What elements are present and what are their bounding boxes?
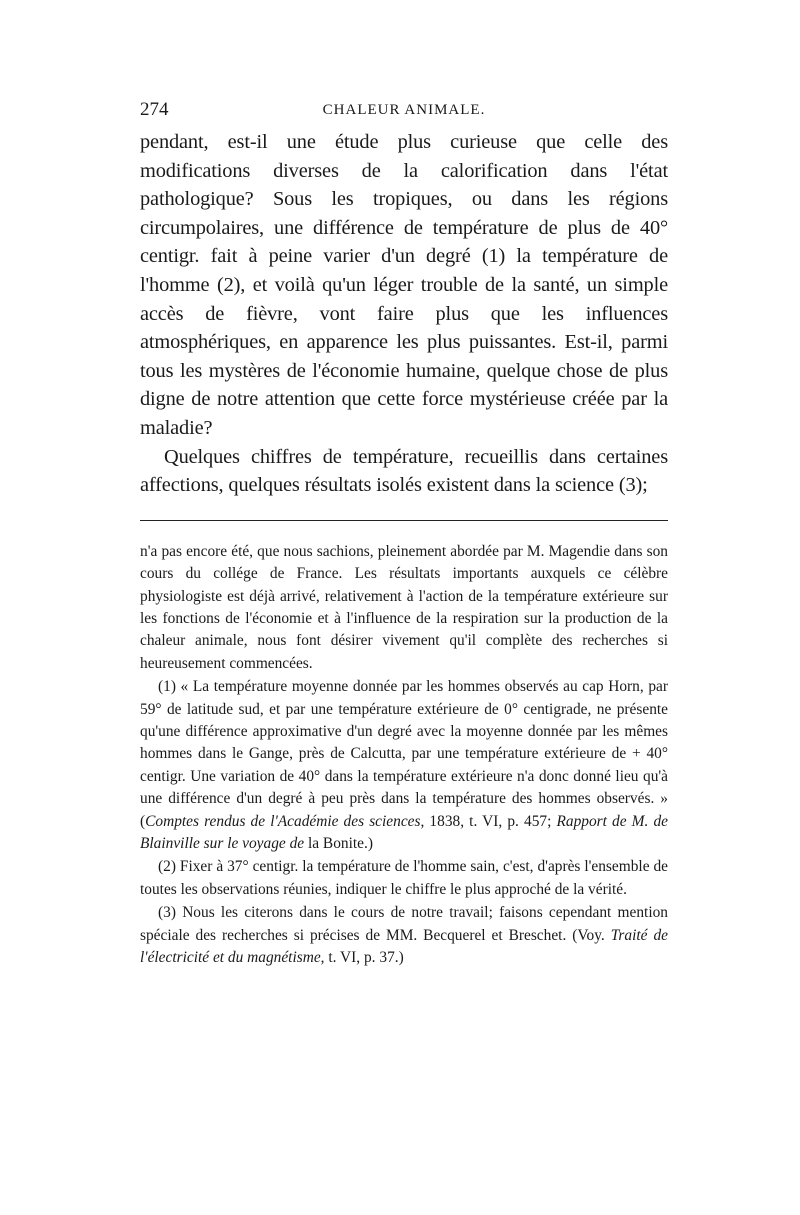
- footnotes: [140, 541, 668, 970]
- footnote-1-ref2-tail: la Bonite.): [304, 835, 373, 852]
- footnote-1-ref1: Comptes rendus de l'Académie des sciences: [145, 812, 421, 830]
- footnote-1-ref2: Rapport de M. de Blainville sur le voyage de: [140, 812, 668, 852]
- footnote-1: [140, 676, 668, 855]
- footnote-1-text: (1) « La température moyenne donnée par les hommes observés au cap Horn, par 59° de latitude sud, et par une température extérieure de 0° centigrade, ne présente qu'une différence approximative d'un degré avec la moyenne donnée par les mêmes hommes dans le Gange, près de Calcutta, par une température extérieure de + 40° centigr. Une variation de 40° dans la température extérieure n'a donc donné lieu qu'à une différence d'un degré à peu près dans la température des hommes observés. » (: [140, 678, 668, 830]
- footnote-3-ref: Traité de l'électricité et du magnétisme: [140, 926, 668, 967]
- footnote-3: [140, 902, 668, 969]
- footnote-3-text: (3) Nous les citerons dans le cours de notre travail; faisons cependant mention spéciale des recherches si précises de MM. Becquerel et Breschet. (Voy.: [140, 904, 668, 944]
- running-title: CHALEUR ANIMALE.: [322, 102, 486, 118]
- main-text: [140, 128, 668, 500]
- footnote-separator: [140, 520, 668, 521]
- page-number: 274: [140, 99, 169, 120]
- main-paragraph: Quelques chiffres de température, recueillis dans certaines affections, quelques résultats isolés existent dans la science (3);: [140, 445, 668, 497]
- main-paragraph: pendant, est-il une étude plus curieuse que celle des modifications diverses de la calorification dans l'état pathologique? Sous les tropiques, ou dans les régions circumpolaires, une différence de température de plus de 40° centigr. fait à peine varier d'un degré (1) la température de l'homme (2), et voilà qu'un léger trouble de la santé, un simple accès de fièvre, vont faire plus que les influences atmosphériques, en apparence les plus puissantes. Est-il, parmi tous les mystères de l'économie humaine, quelque chose de plus digne de notre attention que cette force mystérieuse créée par la maladie?: [140, 131, 668, 439]
- page: [140, 96, 668, 969]
- footnote-1-ref1-detail: , 1838, t. VI, p. 457;: [420, 812, 557, 830]
- footnote-continuation: n'a pas encore été, que nous sachions, pleinement abordée par M. Magendie dans son cours du collége de France. Les résultats importants auxquels ce célèbre physiologiste est déjà arrivé, relativement à l'action de la température extérieure sur les fonctions de l'économie et à l'influence de la respiration sur la production de la chaleur animale, nous font désirer vivement qu'il complète des recherches si heureusement commencées.: [140, 542, 668, 672]
- footnote-2: (2) Fixer à 37° centigr. la température de l'homme sain, c'est, d'après l'ensemble de toutes les observations réunies, indiquer le chiffre le plus approché de la vérité.: [140, 858, 668, 898]
- page-header: [140, 96, 668, 124]
- footnote-3-tail: , t. VI, p. 37.): [320, 949, 404, 967]
